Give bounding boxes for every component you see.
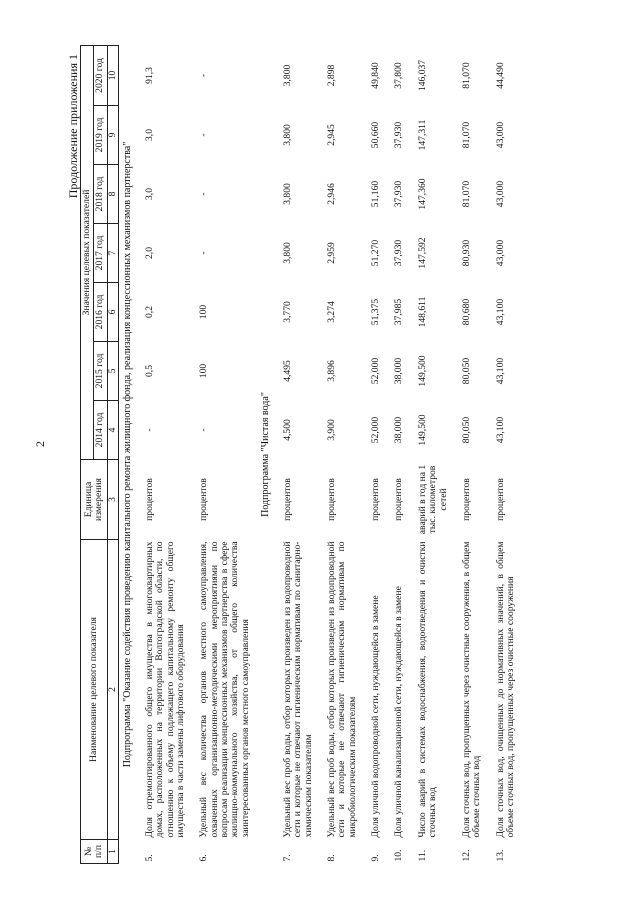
indicators-table (80, 45, 522, 864)
header-values-group: Значения целевых показателей (81, 45, 94, 459)
page-number: 2 (33, 441, 47, 447)
indicator-unit: процентов (370, 478, 382, 521)
indicator-value: 100 (198, 304, 210, 320)
indicator-value: 147,360 (416, 178, 428, 210)
indicator-value: 147,311 (416, 119, 428, 151)
section-title: Подпрограмма "Чистая вода" (260, 392, 272, 517)
indicator-value: 80,050 (460, 416, 472, 444)
indicator-value: 4,500 (281, 419, 293, 441)
header-column-numbers (107, 45, 118, 863)
indicator-value: 43,100 (494, 357, 506, 385)
header-year: 2015 год (94, 342, 107, 401)
table-row (138, 45, 192, 863)
indicator-value: 37,800 (393, 62, 405, 89)
header-column-number: 3 (107, 460, 118, 540)
indicator-value: 4,495 (281, 360, 293, 382)
indicator-value: - (198, 251, 210, 255)
indicator-value: 52,000 (370, 357, 382, 385)
indicator-value: 2,0 (143, 247, 155, 259)
row-number: 9. (370, 854, 382, 862)
indicator-unit: процентов (460, 478, 472, 521)
header-column-number: 6 (107, 283, 118, 342)
indicator-value: 147,592 (416, 237, 428, 269)
indicator-value: 51,375 (370, 298, 382, 326)
header-unit: Единица измерения (81, 460, 108, 540)
header-column-number: 9 (107, 106, 118, 165)
indicator-value: - (143, 428, 155, 432)
indicator-value: 3,770 (281, 301, 293, 323)
indicator-unit: процентов (494, 478, 506, 521)
indicator-value: 149,500 (416, 414, 428, 446)
header-column-number: 5 (107, 342, 118, 401)
indicator-value: 148,611 (416, 296, 428, 328)
indicator-name: Удельный вес проб воды, отбор которых произведен из водопроводной сети и которые не отвечают гигиеническим нормативам по санитарно-химическим показателям (281, 541, 314, 838)
row-number: 13. (494, 849, 506, 862)
indicator-value: 81,070 (460, 121, 472, 149)
indicator-value: - (198, 133, 210, 137)
indicator-unit: процентов (281, 478, 293, 521)
header-name: Наименование целевого показателя (81, 540, 108, 840)
indicator-value: - (198, 192, 210, 196)
indicator-value: 51,270 (370, 239, 382, 267)
indicator-value: 38,000 (393, 357, 405, 385)
indicator-value: 43,100 (494, 416, 506, 444)
table-row (411, 45, 455, 863)
indicator-name: Удельный вес проб воды, отбор которых произведен из водопроводной сети и которые не отвечают гигиеническим нормативам по микробиологическим показателям (325, 541, 358, 838)
indicator-value: 80,930 (460, 239, 472, 267)
indicator-value: 3,800 (281, 242, 293, 264)
indicator-value: 43,000 (494, 239, 506, 267)
indicator-value: 37,930 (393, 239, 405, 267)
header-year: 2014 год (94, 401, 107, 460)
indicator-value: 91,3 (143, 67, 155, 84)
table-row (192, 45, 257, 863)
section-title: Подпрограмма "Оказание содействия проведению капитального ремонта жилищного фонда, реализация концессионных механизмов партнерства" (122, 141, 134, 768)
row-number: 11. (416, 849, 428, 862)
header-column-number: 7 (107, 224, 118, 283)
indicator-value: - (198, 73, 210, 78)
indicator-value: 100 (198, 363, 210, 379)
indicator-value: 51,160 (370, 180, 382, 208)
header-num: № п/п (81, 840, 108, 864)
rotated-page (64, 30, 634, 880)
table-row (455, 45, 489, 863)
indicator-value: 149,500 (416, 355, 428, 387)
header-column-number: 10 (107, 45, 118, 105)
row-number: 10. (393, 849, 405, 862)
indicator-value: 80,680 (460, 298, 472, 326)
indicator-name: Доля сточных вод, очищенных до нормативных значений, в общем объеме сточных вод, пропущенных через очистные сооружения (494, 541, 516, 838)
indicator-value: 37,985 (393, 298, 405, 326)
indicator-value: 37,930 (393, 121, 405, 149)
header-year: 2016 год (94, 283, 107, 342)
indicator-value: - (198, 428, 210, 432)
header-column-number: 4 (107, 401, 118, 460)
indicator-value: 3,800 (281, 183, 293, 205)
indicator-name: Удельный вес количества органов местного самоуправления, охваченных организационно-методическими мероприятиями по вопросам реализации концессионных механизмов партнерства в сфере жилищно-коммунального хозяйства, от общего количества заинтересованных органов местного самоуправления (198, 541, 251, 838)
row-number: 8. (325, 854, 337, 862)
header-column-number: 1 (107, 840, 118, 864)
table-header (81, 45, 119, 863)
indicator-value: 80,050 (460, 357, 472, 385)
indicator-value: 37,930 (393, 180, 405, 208)
table-row (364, 45, 387, 863)
indicator-unit: процентов (198, 478, 210, 521)
indicator-value: 3,800 (281, 124, 293, 146)
indicator-value: 52,000 (370, 416, 382, 444)
header-year: 2020 год (94, 45, 107, 105)
indicator-value: 3,900 (325, 419, 337, 441)
table-row (320, 45, 364, 863)
header-column-number: 8 (107, 165, 118, 224)
row-number: 7. (281, 854, 293, 862)
row-number: 12. (460, 849, 472, 862)
indicator-value: 2,946 (325, 183, 337, 205)
row-number: 6. (198, 854, 210, 862)
section-row (119, 45, 138, 863)
indicator-unit: процентов (143, 478, 155, 521)
indicator-value: 49,840 (370, 62, 382, 89)
indicator-value: 2,898 (325, 64, 337, 87)
indicator-value: 146,037 (416, 59, 428, 92)
indicator-value: 38,000 (393, 416, 405, 444)
indicator-name: Доля уличной канализационной сети, нуждающейся в замене (393, 586, 405, 838)
indicator-value: 81,070 (460, 180, 472, 208)
indicator-value: 43,000 (494, 180, 506, 208)
indicator-value: 81,070 (460, 62, 472, 89)
indicator-value: 0,2 (143, 306, 155, 318)
row-number: 5. (143, 854, 155, 862)
indicator-unit: процентов (393, 478, 405, 521)
indicator-unit: аварий в год на 1 тыс. километров сетей (416, 464, 449, 535)
indicator-name: Доля отремонтированного общего имущества в многоквартирных домах, расположенных на территории Волгоградской области, по отношению к объему подлежащего капитальному ремонту общего имущества в части замены лифтового оборудования (143, 541, 186, 838)
indicator-value: 0,5 (143, 365, 155, 377)
indicator-value: 43,100 (494, 298, 506, 326)
indicator-value: 2,945 (325, 124, 337, 146)
indicator-name: Доля сточных вод, пропущенных через очистные сооружения, в общем объеме сточных вод (460, 541, 483, 838)
table-body (119, 45, 523, 863)
indicator-value: 3,896 (325, 360, 337, 382)
header-column-number: 2 (107, 540, 118, 840)
header-year: 2019 год (94, 106, 107, 165)
indicator-value: 3,0 (143, 188, 155, 200)
indicator-name: Число аварий в системах водоснабжения, водоотведения и очистки сточных вод (416, 541, 439, 838)
indicator-value: 43,000 (494, 121, 506, 149)
header-year: 2017 год (94, 224, 107, 283)
indicator-unit: процентов (325, 478, 337, 521)
header-year: 2018 год (94, 165, 107, 224)
indicator-value: 3,0 (143, 129, 155, 141)
table-row (276, 45, 320, 863)
continuation-label: Продолжение приложения 1 (66, 54, 80, 199)
indicator-value: 50,660 (370, 121, 382, 149)
indicator-value: 2,959 (325, 242, 337, 264)
section-row (257, 45, 276, 863)
indicator-value: 3,274 (325, 301, 337, 323)
table-row (387, 45, 410, 863)
indicator-value: 44,490 (494, 62, 506, 89)
indicator-name: Доля уличной водопроводной сети, нуждающейся в замене (370, 595, 382, 838)
table-row (489, 45, 523, 863)
indicator-value: 3,800 (281, 64, 293, 87)
